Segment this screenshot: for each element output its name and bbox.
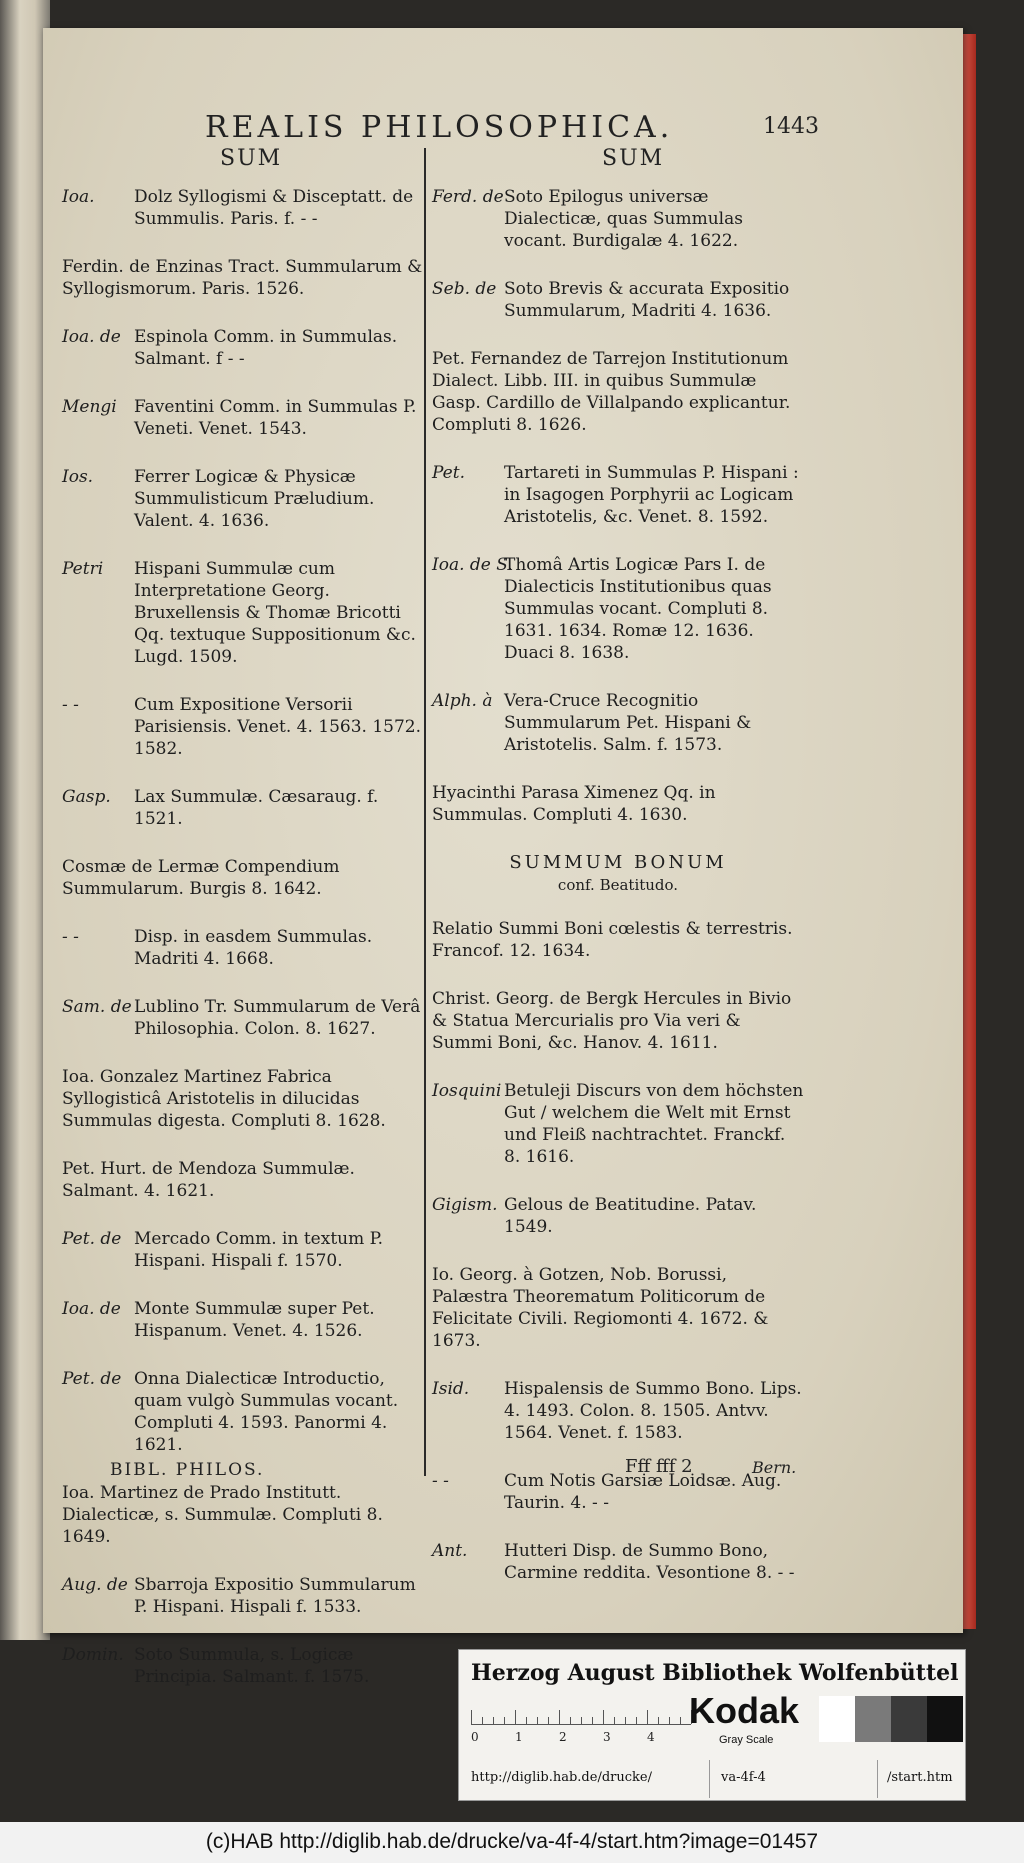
bibliography-entry	[62, 256, 432, 300]
entry-text: Ioa. Gonzalez Martinez Fabrica Syllogisticâ Aristotelis in dilucidas Summulas digesta. Compluti 8. 1628.	[62, 1067, 386, 1131]
entry-text: Disp. in easdem Summulas. Madriti 4. 1668.	[134, 927, 373, 969]
entry-author-prefix: Petri	[62, 559, 104, 579]
entry-author-prefix: Gigism.	[432, 1195, 498, 1215]
section-subtitle: conf. Beatitudo.	[557, 876, 679, 894]
entry-text: Hispani Summulæ cum Interpretatione Georg. Bruxellensis & Thomæ Bricotti Qq. textuque Suppositionum &c. Lugd. 1509.	[134, 559, 416, 667]
image-credit: (c)HAB http://diglib.hab.de/drucke/va-4f-4/start.htm?image=01457	[0, 1822, 1024, 1863]
entry-text: Hyacinthi Parasa Ximenez Qq. in Summulas. Compluti 4. 1630.	[432, 783, 716, 825]
entry-author-prefix: Ioa. de	[62, 1299, 121, 1319]
right-column	[432, 186, 804, 1610]
ruler-tick	[493, 1717, 494, 1724]
ruler-tick	[537, 1717, 538, 1724]
entry-text: Ferdin. de Enzinas Tract. Summularum & Syllogismorum. Paris. 1526.	[62, 257, 423, 299]
ruler-tick	[669, 1717, 670, 1724]
entry-text: Cum Expositione Versorii Parisiensis. Venet. 4. 1563. 1572. 1582.	[134, 695, 422, 759]
entry-author-prefix: - -	[62, 927, 79, 947]
entry-text: Sbarroja Expositio Summularum P. Hispani. Hispali f. 1533.	[134, 1575, 416, 1617]
entry-author-prefix: Pet. de	[62, 1229, 122, 1249]
label-url-suffix: /start.htm	[887, 1770, 953, 1785]
ruler-tick	[647, 1710, 648, 1724]
bibliography-entry	[432, 462, 804, 528]
ruler-number: 2	[559, 1730, 567, 1744]
entry-text: Ferrer Logicæ & Physicæ Summulisticum Præludium. Valent. 4. 1636.	[134, 467, 375, 531]
entry-text: Lax Summulæ. Cæsaraug. f. 1521.	[134, 787, 379, 829]
right-column-head: SUM	[602, 146, 665, 171]
bibliography-entry	[432, 278, 804, 322]
ruler-tick	[658, 1717, 659, 1724]
entry-author-prefix: Isid.	[432, 1379, 470, 1399]
bibliography-entry	[432, 348, 804, 436]
bibliography-entry	[432, 1080, 804, 1168]
entry-text: Pet. Hurt. de Mendoza Summulæ. Salmant. 4. 1621.	[62, 1159, 355, 1201]
bibliography-entry	[432, 690, 804, 756]
bibliography-entry	[62, 466, 432, 532]
gray-swatch	[819, 1696, 855, 1742]
gray-swatch	[891, 1696, 927, 1742]
entry-text: Mercado Comm. in textum P. Hispani. Hispali f. 1570.	[134, 1229, 384, 1271]
entry-author-prefix: Pet.	[432, 463, 465, 483]
label-url: http://diglib.hab.de/drucke/	[471, 1770, 652, 1785]
entry-author-prefix: Mengi	[62, 397, 117, 417]
entry-text: Christ. Georg. de Bergk Hercules in Bivio & Statua Mercurialis pro Via veri & Summi Boni, &c. Hanov. 4. 1611.	[432, 989, 792, 1053]
entry-text: Cosmæ de Lermæ Compendium Summularum. Burgis 8. 1642.	[62, 857, 340, 899]
entry-author-prefix: - -	[62, 695, 79, 715]
bibliography-entry	[62, 1368, 432, 1456]
entry-author-prefix: Ioa. de S.	[432, 555, 513, 575]
kodak-logo: Kodak	[689, 1690, 800, 1731]
ruler-tick	[680, 1717, 681, 1724]
gray-scale-caption: Gray Scale	[719, 1734, 774, 1746]
ruler-tick	[526, 1717, 527, 1724]
catchword: Bern.	[752, 1458, 797, 1477]
left-column-head: SUM	[220, 146, 283, 171]
entry-text: Soto Brevis & accurata Expositio Summularum, Madriti 4. 1636.	[504, 279, 790, 321]
bibliography-entry	[432, 988, 804, 1054]
ruler-tick	[559, 1710, 560, 1724]
entry-text: Io. Georg. à Gotzen, Nob. Borussi, Palæstra Theorematum Politicorum de Felicitate Civili. Regiomonti 4. 1672. & 1673.	[432, 1265, 769, 1351]
ruler-tick	[614, 1717, 615, 1724]
label-divider	[709, 1760, 710, 1798]
entry-text: Soto Summula, s. Logicæ Principia. Salmant. f. 1575.	[134, 1645, 370, 1687]
entry-author-prefix: Domin.	[62, 1645, 124, 1665]
entry-text: Tartareti in Summulas P. Hispani : in Isagogen Porphyrii ac Logicam Aristotelis, &c. Venet. 8. 1592.	[504, 463, 799, 527]
entry-text: Hispalensis de Summo Bono. Lips. 4. 1493. Colon. 8. 1505. Antvv. 1564. Venet. f. 1583.	[504, 1379, 802, 1443]
ruler-number: 4	[647, 1730, 655, 1744]
bibliography-entry	[432, 1540, 804, 1584]
bibliography-entry	[432, 1264, 804, 1352]
entry-text: Gelous de Beatitudine. Patav. 1549.	[504, 1195, 757, 1237]
entry-author-prefix: Seb. de	[432, 279, 497, 299]
entry-text: Relatio Summi Boni cœlestis & terrestris. Francof. 12. 1634.	[432, 919, 793, 961]
entry-text: Dolz Syllogismi & Disceptatt. de Summulis. Paris. f. - -	[134, 187, 414, 229]
footer-title: BIBL. PHILOS.	[110, 1460, 265, 1480]
label-shelfmark: va-4f-4	[721, 1770, 766, 1785]
bibliography-entry	[62, 1066, 432, 1132]
bibliography-entry	[62, 996, 432, 1040]
ruler-tick	[504, 1717, 505, 1724]
running-head: REALIS PHILOSOPHICA.	[205, 110, 674, 145]
entry-text: Espinola Comm. in Summulas. Salmant. f - -	[134, 327, 398, 369]
entry-text: Faventini Comm. in Summulas P. Veneti. Venet. 1543.	[134, 397, 417, 439]
ruler-tick	[603, 1710, 604, 1724]
ruler-number: 1	[515, 1730, 523, 1744]
entry-author-prefix: Ios.	[62, 467, 94, 487]
entry-author-prefix: Ant.	[432, 1541, 468, 1561]
bibliography-entry	[62, 926, 432, 970]
bibliography-entry	[62, 1644, 432, 1688]
left-column	[62, 186, 432, 1714]
entry-author-prefix: - -	[432, 1471, 449, 1491]
entry-author-prefix: Iosquini	[432, 1081, 502, 1101]
library-title: Herzog August Bibliothek Wolfenbüttel	[471, 1660, 959, 1686]
label-divider	[877, 1760, 878, 1798]
bibliography-entry	[62, 558, 432, 668]
ruler-tick	[592, 1717, 593, 1724]
entry-author-prefix: Ioa. de	[62, 327, 121, 347]
bibliography-entry	[62, 856, 432, 900]
entry-author-prefix: Ferd. de	[432, 187, 504, 207]
bibliography-entry	[432, 554, 804, 664]
ruler-tick	[581, 1717, 582, 1724]
bibliography-entry	[62, 1228, 432, 1272]
entry-author-prefix: Pet. de	[62, 1369, 122, 1389]
bibliography-entry	[62, 326, 432, 370]
entry-text: Pet. Fernandez de Tarrejon Institutionum Dialect. Libb. III. in quibus Summulæ Gasp. Cardillo de Villalpando explicantur. Compluti 8. 1626.	[432, 349, 791, 435]
bibliography-entry	[62, 694, 432, 760]
bibliography-entry	[62, 1158, 432, 1202]
ruler-tick	[471, 1710, 472, 1724]
entry-text: Hutteri Disp. de Summo Bono, Carmine reddita. Vesontione 8. - -	[504, 1541, 795, 1583]
bibliography-entry	[432, 782, 804, 826]
entry-author-prefix: Ioa.	[62, 187, 95, 207]
bibliography-entry	[432, 1378, 804, 1444]
scale-ruler	[471, 1694, 691, 1725]
ruler-tick	[515, 1710, 516, 1724]
entry-text: Vera-Cruce Recognitio Summularum Pet. Hispani & Aristotelis. Salm. f. 1573.	[504, 691, 752, 755]
entry-text: Soto Epilogus universæ Dialecticæ, quas Summulas vocant. Burdigalæ 4. 1622.	[504, 187, 743, 251]
bibliography-entry	[432, 1194, 804, 1238]
bibliography-entry	[62, 186, 432, 230]
entry-text: Ioa. Martinez de Prado Institutt. Dialecticæ, s. Summulæ. Compluti 8. 1649.	[62, 1483, 383, 1547]
gray-swatch	[855, 1696, 891, 1742]
bibliography-entry	[62, 1298, 432, 1342]
bibliography-entry	[62, 1574, 432, 1618]
entry-author-prefix: Aug. de	[62, 1575, 128, 1595]
ruler-tick	[570, 1717, 571, 1724]
ruler-tick	[482, 1717, 483, 1724]
bibliography-entry	[62, 396, 432, 440]
section-title: SUMMUM BONUM	[509, 852, 727, 873]
bibliography-entry	[62, 786, 432, 830]
ruler-number: 0	[471, 1730, 479, 1744]
entry-author-prefix: Sam. de	[62, 997, 132, 1017]
entry-text: Onna Dialecticæ Introductio, quam vulgò Summulas vocant. Compluti 4. 1593. Panormi 4. 1621.	[134, 1369, 399, 1455]
bibliography-entry	[432, 1470, 804, 1514]
bibliography-entry	[432, 918, 804, 962]
entry-text: Cum Notis Garsiæ Loidsæ. Aug. Taurin. 4. - -	[504, 1471, 782, 1513]
signature-mark: Fff fff 2	[625, 1456, 693, 1477]
gray-scale-swatches	[819, 1696, 963, 1742]
entry-text: Betuleji Discurs von dem höchsten Gut / welchem die Welt mit Ernst und Fleiß nachtrachtet. Franckf. 8. 1616.	[504, 1081, 804, 1167]
ruler-number: 3	[603, 1730, 611, 1744]
entry-text: Thomâ Artis Logicæ Pars I. de Dialecticis Institutionibus quas Summulas vocant. Compluti 8. 1631. 1634. Romæ 12. 1636. Duaci 8. 1638.	[504, 555, 772, 663]
page-number: 1443	[763, 114, 819, 139]
ruler-tick	[636, 1717, 637, 1724]
entry-author-prefix: Alph. à	[432, 691, 493, 711]
ruler-tick	[548, 1717, 549, 1724]
entry-author-prefix: Gasp.	[62, 787, 111, 807]
entry-text: Monte Summulæ super Pet. Hispanum. Venet. 4. 1526.	[134, 1299, 375, 1341]
gray-swatch	[927, 1696, 963, 1742]
entry-text: Lublino Tr. Summularum de Verâ Philosophia. Colon. 8. 1627.	[134, 997, 421, 1039]
ruler-tick	[625, 1717, 626, 1724]
library-label	[458, 1649, 966, 1801]
bibliography-entry	[432, 186, 804, 252]
bibliography-entry	[62, 1482, 432, 1548]
